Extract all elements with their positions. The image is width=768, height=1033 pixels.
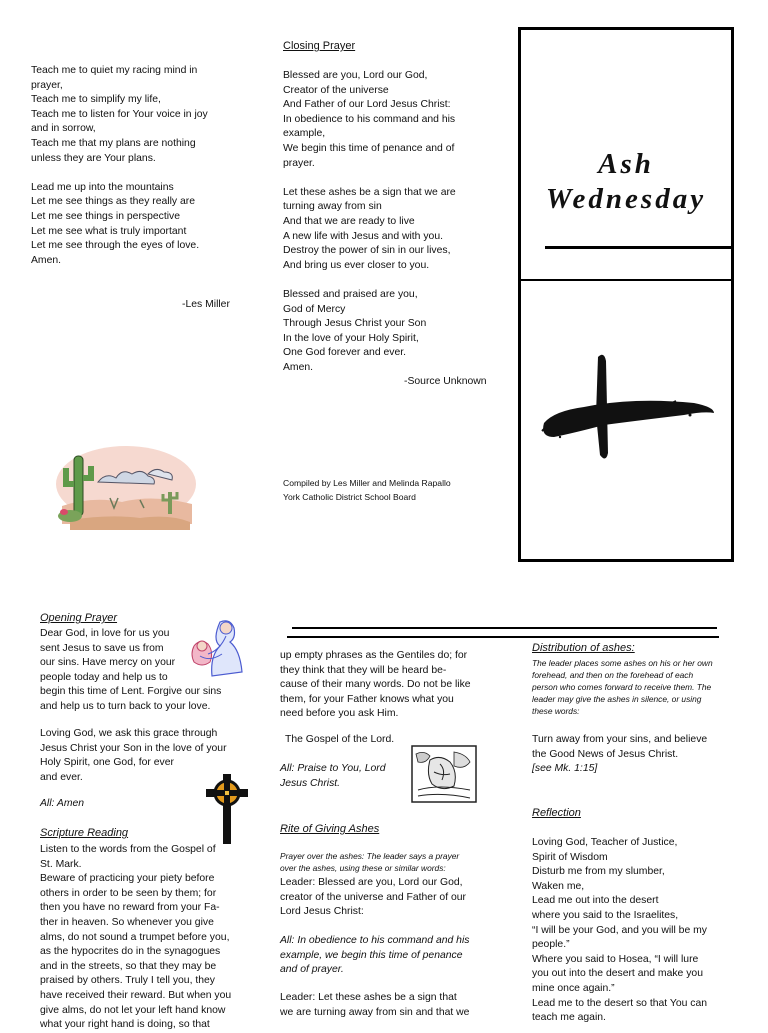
distribution-reference: [see Mk. 1:15] bbox=[532, 763, 598, 774]
ash-cross-illustration bbox=[540, 345, 720, 470]
distribution-words: Turn away from your sins, and believe the Good News of Jesus Christ. bbox=[532, 734, 708, 760]
celtic-cross-icon bbox=[204, 772, 250, 846]
gospel-response: All: Praise to You, Lord Jesus Christ. bbox=[280, 763, 386, 789]
cover-border bbox=[518, 27, 734, 562]
scripture-text: Listen to the words from the Gospel of St. Mark. Beware of practicing your piety before others in order to be seen by them; for then you have no reward from your Fa- ther in heaven. So whenever you give alms, do not sound a trumpet before you, as the hypocrites do in the synagogues and in the streets, so that they may be praised by others. Truly I tell you, they have received their reward. But when you give alms, do not let your left hand know what your right hand is doing, so that bbox=[40, 844, 232, 1031]
scripture-heading: Scripture Reading bbox=[40, 827, 129, 839]
divider-lower bbox=[287, 636, 719, 638]
closing-prayer-source: -Source Unknown bbox=[404, 376, 487, 387]
distribution-instruction: The leader places some ashes on his or her own forehead, and then on the forehead of each person who comes forward to receive them. The leader may give the ashes in silence, or using these words: bbox=[532, 658, 713, 716]
scripture-scene-illustration bbox=[410, 744, 478, 804]
divider-upper bbox=[292, 627, 717, 629]
cover-divider bbox=[520, 279, 732, 281]
gospel-continued-text: up empty phrases as the Gentiles do; for they think that they will be heard be- cause of their many words. Do not be like them, for your Father knows what you need before you ask Him. bbox=[280, 650, 471, 720]
opening-prayer-para1: Dear God, in love for us you sent Jesus to save us from our sins. Have mercy on your people today and help us to begin this time of Lent. Forgive our sins and help us to turn back to your love. bbox=[40, 628, 222, 712]
opening-prayer-response: All: Amen bbox=[40, 798, 85, 809]
desert-cactus-illustration bbox=[50, 442, 198, 532]
reflection-text: Loving God, Teacher of Justice, Spirit of Wisdom Disturb me from my slumber, Waken me, Lead me out into the desert where you said to the Israelites, “I will be your God, and you will be my people.” Where you said to Hosea, “I will lure you out into the desert and make you mine once again.” Lead me to the desert so that You can teach me again. bbox=[532, 837, 708, 1024]
distribution-heading: Distribution of ashes: bbox=[532, 642, 635, 654]
rite-leader-prayer: Leader: Blessed are you, Lord our God, creator of the universe and Father of our Lord Jesus Christ: bbox=[280, 877, 466, 918]
mother-child-illustration bbox=[186, 616, 250, 678]
poem-text: Teach me to quiet my racing mind in prayer, Teach me to simplify my life, Teach me to listen for Your voice in joy and in sorrow, Teach me that my plans are nothing unless they are Your plans. Lead me up into the mountains Let me see things as they really are Let me see things in perspective Let me see what is truly important Let me see through the eyes of love. Amen. bbox=[31, 65, 208, 266]
rite-heading: Rite of Giving Ashes bbox=[280, 823, 380, 835]
credits-compiled: Compiled by Les Miller and Melinda Rapallo bbox=[283, 478, 451, 488]
reflection-heading: Reflection bbox=[532, 807, 581, 819]
rite-leader-sign: Leader: Let these ashes be a sign that we are turning away from sin and that we bbox=[280, 992, 470, 1018]
closing-prayer-heading: Closing Prayer bbox=[283, 40, 356, 52]
cover-title-rule bbox=[545, 246, 733, 249]
poem-author: -Les Miller bbox=[182, 299, 230, 310]
cover-title: Ash Wednesday bbox=[545, 148, 707, 215]
opening-prayer-para2: Loving God, we ask this grace through Jesus Christ your Son in the love of your Holy Spirit, one God, for ever and ever. bbox=[40, 728, 227, 783]
rite-instruction: Prayer over the ashes: The leader says a prayer over the ashes, using these or similar words: bbox=[280, 851, 460, 873]
opening-prayer-heading: Opening Prayer bbox=[40, 612, 118, 624]
credits-board: York Catholic District School Board bbox=[283, 492, 416, 502]
rite-all-response: All: In obedience to his command and his example, we begin this time of penance and of prayer. bbox=[280, 935, 470, 976]
gospel-acclamation: The Gospel of the Lord. bbox=[285, 734, 395, 745]
closing-prayer-text: Blessed are you, Lord our God, Creator of the universe And Father of our Lord Jesus Christ: In obedience to his command and his example, We begin this time of penance and of prayer. Let these ashes be a sign that we are turning away from sin And that we are ready to live A new life with Jesus and with you. Destroy the power of sin in our lives, And bring us ever closer to you. Blessed and praised are you, God of Mercy Through Jesus Christ your Son In the love of your Holy Spirit, One God forever and ever. Amen. bbox=[283, 70, 456, 373]
